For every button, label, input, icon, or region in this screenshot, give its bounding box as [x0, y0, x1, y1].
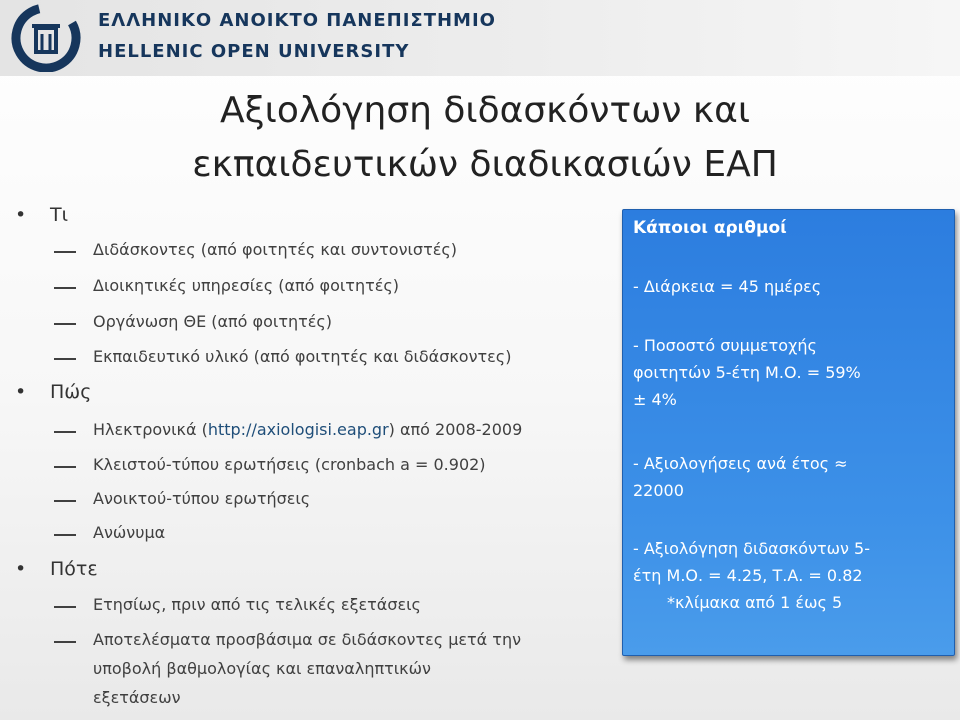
dash-icon	[54, 534, 76, 536]
panel-title: Κάποιοι αριθμοί	[633, 218, 787, 238]
panel-item-participation: - Ποσοστό συμμετοχής	[633, 336, 817, 355]
electronic-suffix: ) από 2008-2009	[388, 420, 523, 439]
bullet-how-label: Πώς	[50, 381, 92, 403]
dash-icon	[54, 251, 76, 253]
list-item	[93, 347, 511, 366]
list-item-text: Ανώνυμα	[93, 523, 166, 542]
university-name-english: HELLENIC OPEN UNIVERSITY	[98, 41, 410, 62]
dash-icon	[54, 466, 76, 468]
list-item-text: Εκπαιδευτικό υλικό (από φοιτητές και διδάσκοντες)	[93, 347, 512, 366]
list-item-continuation: υποβολή βαθμολογίας και επαναληπτικών	[93, 659, 431, 678]
bullet-when-label: Πότε	[50, 558, 98, 580]
title-line-1: Αξιολόγηση διδασκόντων και	[219, 90, 751, 131]
list-item	[93, 595, 421, 614]
numbers-panel	[622, 209, 955, 656]
panel-item-duration: - Διάρκεια = 45 ημέρες	[633, 277, 822, 296]
bullet-how	[15, 381, 92, 403]
bullet-what	[15, 204, 69, 226]
list-item-text: Ετησίως, πριν από τις τελικές εξετάσεις	[93, 595, 421, 614]
university-name-greek: ΕΛΛΗΝΙΚΟ ΑΝΟΙΚΤΟ ΠΑΝΕΠΙΣΤΗΜΙΟ	[98, 10, 496, 31]
list-item-continuation: εξετάσεων	[93, 688, 181, 707]
list-item	[93, 489, 310, 508]
panel-item-teacher-eval: - Αξιολόγηση διδασκόντων 5-	[633, 539, 871, 558]
dash-icon	[54, 431, 76, 433]
list-item	[93, 630, 521, 649]
dash-icon	[54, 500, 76, 502]
bullet-when	[15, 558, 98, 580]
dash-icon	[54, 641, 76, 643]
list-item-text: Αποτελέσματα προσβάσιμα σε διδάσκοντες μετά την	[93, 630, 522, 649]
axiologisi-link[interactable]: http://axiologisi.eap.gr	[207, 420, 389, 439]
panel-scale-note: *κλίμακα από 1 έως 5	[667, 593, 843, 612]
list-item	[93, 420, 522, 439]
list-item	[93, 240, 457, 259]
dash-icon	[54, 358, 76, 360]
panel-item-participation-cont: φοιτητών 5-έτη Μ.Ο. = 59%	[633, 363, 861, 382]
bullet-what-label: Τι	[50, 204, 69, 226]
bullet-dot-icon: •	[15, 381, 27, 403]
dash-icon	[54, 287, 76, 289]
panel-item-evaluations: - Αξιολογήσεις ανά έτος ≈	[633, 454, 848, 473]
bullet-dot-icon: •	[15, 204, 27, 226]
list-item-text: Κλειστού-τύπου ερωτήσεις (cronbach a = 0.902)	[93, 455, 486, 474]
bullet-dot-icon: •	[15, 558, 27, 580]
list-item-text: Διδάσκοντες (από φοιτητές και συντονιστές)	[93, 240, 457, 259]
panel-item-participation-cont: ± 4%	[633, 390, 677, 409]
list-item-text: Διοικητικές υπηρεσίες (από φοιτητές)	[93, 276, 399, 295]
list-item	[93, 276, 399, 295]
list-item	[93, 455, 486, 474]
electronic-prefix: Ηλεκτρονικά (	[93, 420, 208, 439]
list-item-text: Οργάνωση ΘΕ (από φοιτητές)	[93, 312, 332, 331]
title-line-2: εκπαιδευτικών διαδικασιών ΕΑΠ	[192, 144, 778, 185]
list-item-text: Ανοικτού-τύπου ερωτήσεις	[93, 489, 311, 508]
list-item	[93, 312, 332, 331]
dash-icon	[54, 606, 76, 608]
panel-item-evaluations-cont: 22000	[633, 481, 684, 500]
dash-icon	[54, 323, 76, 325]
list-item	[93, 523, 165, 542]
panel-item-teacher-eval-cont: έτη Μ.Ο. = 4.25, Τ.Α. = 0.82	[633, 566, 863, 585]
